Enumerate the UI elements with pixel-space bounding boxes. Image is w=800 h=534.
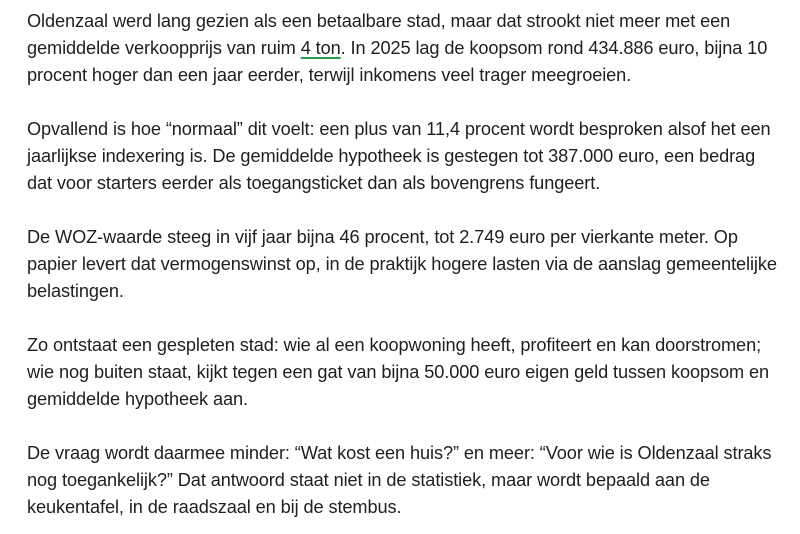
- paragraph-1: [27, 8, 778, 89]
- paragraph-1-text-after-link: . In 2025 lag de koopsom rond 434.886 euro, bijna 10 procent hoger dan een jaar eerder, terwijl inkomens veel trager meegroeien.: [27, 38, 768, 85]
- paragraph-4: Zo ontstaat een gespleten stad: wie al een koopwoning heeft, profiteert en kan doorstromen; wie nog buiten staat, kijkt tegen een gat van bijna 50.000 euro eigen geld tussen koopsom en gemiddelde hypotheek aan.: [27, 335, 770, 409]
- paragraph-3: De WOZ-waarde steeg in vijf jaar bijna 46 procent, tot 2.749 euro per vierkante meter. Op papier levert dat vermogenswinst op, in de praktijk hogere lasten via de aanslag gemeentelijke belastingen.: [27, 227, 777, 301]
- paragraph-2: Opvallend is hoe “normaal” dit voelt: een plus van 11,4 procent wordt besproken alsof het een jaarlijkse indexering is. De gemiddelde hypotheek is gestegen tot 387.000 euro, een bedrag dat voor starters eerder als toegangsticket dan als bovengrens fungeert.: [27, 119, 771, 193]
- paragraph-1-text-before-link: Oldenzaal werd lang gezien als een betaalbare stad, maar dat strookt niet meer met een gemiddelde verkoopprijs van ruim: [27, 11, 731, 58]
- paragraph-5: De vraag wordt daarmee minder: “Wat kost een huis?” en meer: “Voor wie is Oldenzaal straks nog toegankelijk?” Dat antwoord staat niet in de statistiek, maar wordt bepaald aan de keukentafel, in de raadszaal en bij de stembus.: [27, 443, 772, 517]
- price-link[interactable]: 4 ton: [300, 38, 341, 58]
